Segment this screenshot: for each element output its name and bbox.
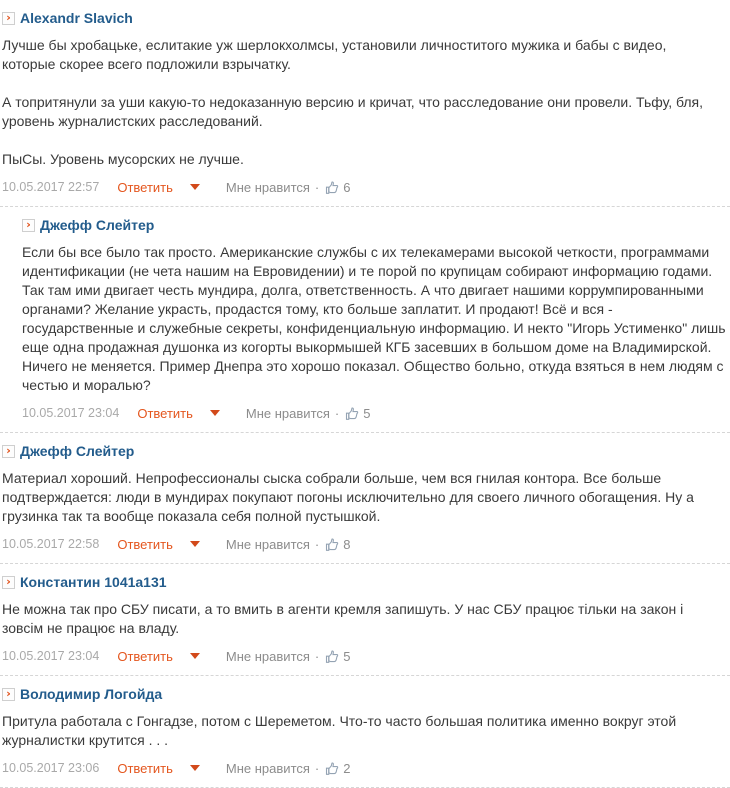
comment-toggle[interactable] <box>2 445 15 458</box>
chevron-right-icon: › <box>6 10 11 24</box>
like-area <box>226 180 351 195</box>
comment-actions <box>2 648 726 664</box>
like-area <box>246 406 371 421</box>
thumbs-up-icon <box>325 650 339 664</box>
comment-text: Притула работала с Гонгадзе, потом с Шереметом. Что-то часто большая политика именно вокруг этой журналистки крутится . . . <box>2 713 677 748</box>
caret-down-icon[interactable] <box>190 653 200 659</box>
comment <box>0 0 730 207</box>
comment-toggle[interactable] <box>2 12 15 25</box>
chevron-right-icon: › <box>26 217 31 231</box>
reply-button[interactable]: Ответить <box>117 760 173 776</box>
comment <box>0 564 730 676</box>
comment-text: ПыСы. Уровень мусорских не лучше. <box>2 151 244 167</box>
like-button[interactable]: Мне нравится <box>225 179 310 195</box>
like-button[interactable]: Мне нравится <box>245 405 330 421</box>
dot-separator: · <box>314 760 320 776</box>
comment <box>0 676 730 788</box>
comment-text: Не можна так про СБУ писати, а то вмить в агенти кремля запишуть. У нас СБУ працює тільки на закон і зовсім не працює на владу. <box>2 601 684 636</box>
dot-separator: · <box>314 648 320 664</box>
reply-button[interactable]: Ответить <box>117 179 173 195</box>
caret-down-icon[interactable] <box>190 765 200 771</box>
like-button[interactable]: Мне нравится <box>225 760 310 776</box>
comment-actions <box>22 405 726 421</box>
comment-text: Если бы все было так просто. Американские службы с их телекамерами высокой четкости, программами идентификации (не чета нашим на Евровидении) и те порой по крупицам собирают информацию годами. Так там ими двигает честь мундира, долга, ответственность. А что двигает нашими коррумпированными органами? Желание украсть, продастся тому, кто больше заплатит. И продают! Всё и вся - государственные и служебные секреты, конфиденциальную информацию. И некто "Игорь Устименко" лишь еще одна продажная душонка из когорты выкормышей КГБ засевших в большом доме на Владимирской. <box>22 244 726 355</box>
thumbs-up-icon <box>325 538 339 552</box>
like-area <box>226 761 351 776</box>
dot-separator: · <box>334 405 340 421</box>
chevron-right-icon: › <box>6 443 11 457</box>
comment-text: Материал хороший. Непрофессионалы сыска собрали больше, чем вся гнилая контора. Все больше подтверждается: люди в мундирах покупают погоны исключительно для своего личного обогащения. Ну а грузинка так та вообще показала себя полной пустышкой. <box>2 470 694 524</box>
reply-button[interactable]: Ответить <box>117 648 173 664</box>
comment-actions <box>2 536 726 552</box>
comment-author-link[interactable]: Володимир Логойда <box>20 686 163 702</box>
comment-header <box>2 10 726 26</box>
chevron-right-icon: › <box>6 686 11 700</box>
comment-author-link[interactable]: Джефф Слейтер <box>40 217 155 233</box>
like-count: 5 <box>363 405 371 421</box>
comment-header <box>22 217 726 233</box>
caret-down-icon[interactable] <box>190 541 200 547</box>
comment-timestamp: 10.05.2017 23:04 <box>22 406 120 420</box>
like-count: 5 <box>343 648 351 664</box>
thumbs-up-icon <box>325 762 339 776</box>
reply-button[interactable]: Ответить <box>137 405 193 421</box>
thumbs-up-icon <box>325 181 339 195</box>
comment-timestamp: 10.05.2017 22:57 <box>2 180 100 194</box>
chevron-right-icon: › <box>6 574 11 588</box>
comment-toggle[interactable] <box>2 688 15 701</box>
caret-down-icon[interactable] <box>210 410 220 416</box>
comment-header <box>2 686 726 702</box>
comment-text: Ничего не меняется. Пример Днепра это хорошо показал. Общество больно, откуда взяться в нем людям с честью и моралью? <box>22 358 724 393</box>
comment-header <box>2 443 726 459</box>
like-button[interactable]: Мне нравится <box>225 536 310 552</box>
like-area <box>226 649 351 664</box>
dot-separator: · <box>314 179 320 195</box>
like-count: 8 <box>343 536 351 552</box>
comment <box>0 207 730 433</box>
reply-button[interactable]: Ответить <box>117 536 173 552</box>
comment-toggle[interactable] <box>22 219 35 232</box>
thumbs-up-icon <box>345 407 359 421</box>
like-count: 6 <box>343 179 351 195</box>
comment-timestamp: 10.05.2017 23:06 <box>2 761 100 775</box>
caret-down-icon[interactable] <box>190 184 200 190</box>
comment-actions <box>2 760 726 776</box>
comment-text: А топритянули за уши какую-то недоказанную версию и кричат, что расследование они провели. Тьфу, бля, уровень журналистских расследований. <box>2 94 704 129</box>
comment-actions <box>2 179 726 195</box>
comment-timestamp: 10.05.2017 23:04 <box>2 649 100 663</box>
comment-timestamp: 10.05.2017 22:58 <box>2 537 100 551</box>
comment-author-link[interactable]: Джефф Слейтер <box>20 443 135 459</box>
comment <box>0 433 730 564</box>
like-area <box>226 537 351 552</box>
like-button[interactable]: Мне нравится <box>225 648 310 664</box>
comment-toggle[interactable] <box>2 576 15 589</box>
like-count: 2 <box>343 760 351 776</box>
comment-header <box>2 574 726 590</box>
dot-separator: · <box>314 536 320 552</box>
comment-text: Лучше бы хробацьке, еслитакие уж шерлокхолмсы, установили личноститого мужика и бабы с видео, которые скорее всего подложили взрычатку. <box>2 37 667 72</box>
comment-author-link[interactable]: Константин 1041a131 <box>20 574 167 590</box>
comment-author-link[interactable]: Alexandr Slavich <box>20 10 133 26</box>
